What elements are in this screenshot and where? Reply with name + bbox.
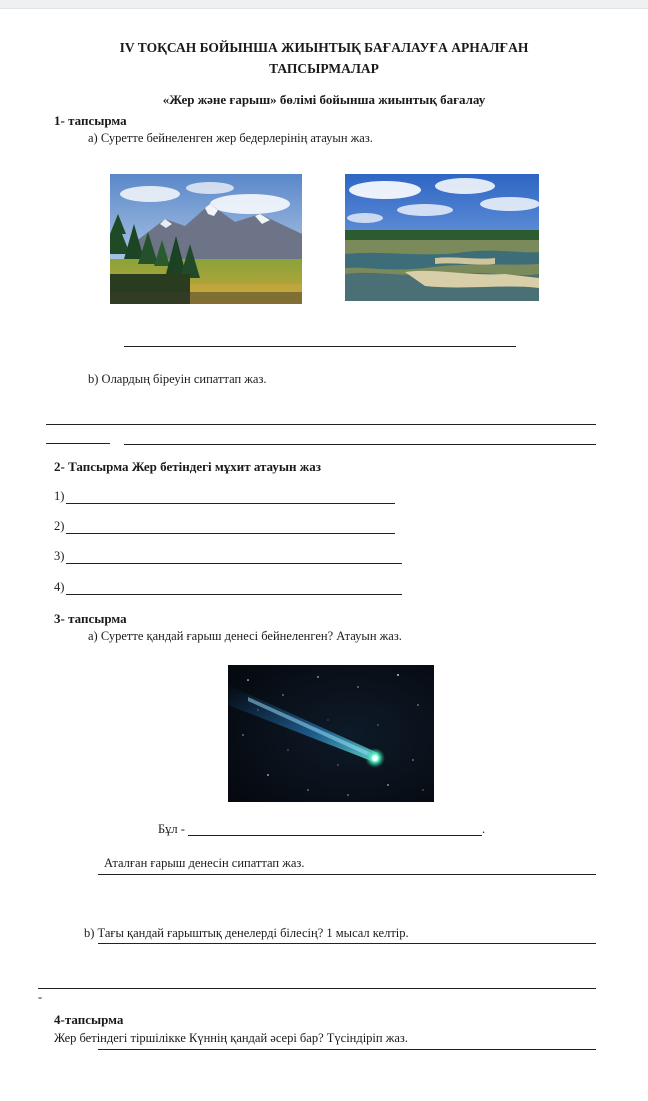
task3-answer-label: Бұл - [158, 822, 185, 836]
task3-question-a: а) Суретте қандай ғарыш денесі бейнеленген? Атауын жаз. [88, 629, 402, 643]
task1a-answer-line[interactable] [124, 346, 516, 347]
comet-graphic [228, 665, 434, 802]
task2-item-4-line[interactable] [66, 594, 402, 595]
task3-question-b: b) Тағы қандай ғарыштық денелерді білесің? 1 мысал келтір. [84, 926, 409, 940]
task3-describe-prompt: Аталған ғарыш денесін сипаттап жаз. [104, 856, 305, 870]
plain-landscape-image [345, 174, 539, 301]
task3-answer-line[interactable] [188, 835, 482, 836]
task2-item-2-line[interactable] [66, 533, 395, 534]
task3-dash: - [38, 990, 43, 1004]
task1-heading: 1- тапсырма [54, 113, 127, 128]
task3b-answer-line-2[interactable] [38, 988, 596, 989]
comet-image [228, 665, 434, 802]
task1b-answer-line-2a[interactable] [46, 443, 110, 444]
document-subtitle: «Жер және ғарыш» бөлімі бойынша жиынтық бағалау [162, 92, 486, 107]
task3-heading: 3- тапсырма [54, 611, 127, 626]
task2-item-1-line[interactable] [66, 503, 395, 504]
task4-answer-line[interactable] [98, 1049, 596, 1050]
task2-heading: 2- Тапсырма Жер бетіндегі мұхит атауын жаз [54, 459, 321, 474]
task1b-answer-line-2b[interactable] [124, 444, 596, 445]
task3-answer-end: . [482, 822, 486, 836]
task3b-answer-line-1[interactable] [98, 943, 596, 944]
task2-item-3-label: 3) [54, 549, 65, 563]
mountain-landscape-graphic [110, 174, 302, 304]
task2-item-2-label: 2) [54, 519, 65, 533]
task1b-answer-line-1[interactable] [46, 424, 596, 425]
task3-describe-line[interactable] [98, 874, 596, 875]
task4-heading: 4-тапсырма [54, 1012, 124, 1027]
task2-item-3-line[interactable] [66, 563, 402, 564]
task2-item-4-label: 4) [54, 580, 65, 594]
task4-question: Жер бетіндегі тіршілікке Күннің қандай әсері бар? Түсіндіріп жаз. [54, 1031, 408, 1045]
task2-item-1-label: 1) [54, 489, 65, 503]
plain-landscape-graphic [345, 174, 539, 301]
mountain-landscape-image [110, 174, 302, 304]
document-title-line1: IV ТОҚСАН БОЙЫНША ЖИЫНТЫҚ БАҒАЛАУҒА АРНАЛҒАН [119, 40, 529, 55]
task1-question-a: а) Суретте бейнеленген жер бедерлерінің атауын жаз. [88, 131, 373, 145]
document-title-line2: ТАПСЫРМАЛАР [269, 61, 379, 76]
top-toolbar-strip [0, 0, 648, 9]
task1-question-b: b) Олардың біреуін сипаттап жаз. [88, 372, 267, 386]
